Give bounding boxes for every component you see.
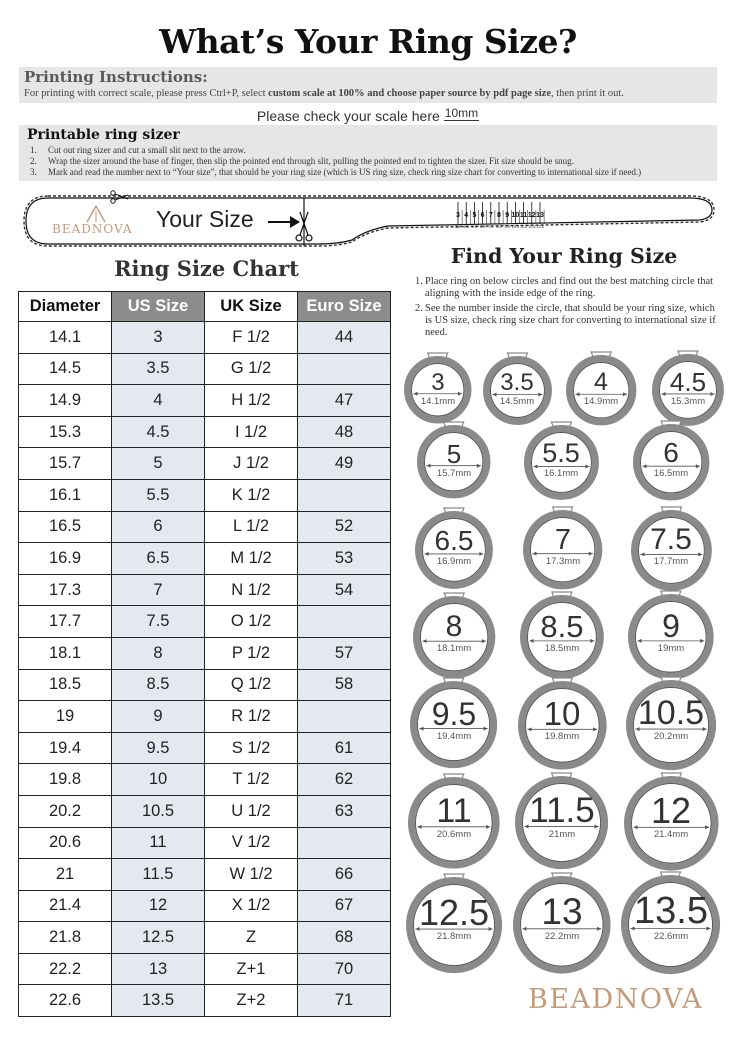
find-step xyxy=(415,303,720,339)
cell-diameter: 21 xyxy=(19,859,112,891)
ring-circle xyxy=(648,350,728,430)
ring-diameter-mm: 15.7mm xyxy=(436,467,472,479)
printing-heading: Printing Instructions: xyxy=(24,68,208,86)
ring-diameter-mm: 19mm xyxy=(657,642,685,654)
cell-euro-size: 49 xyxy=(298,448,391,480)
ring-circle xyxy=(520,421,603,504)
cell-euro-size: 70 xyxy=(298,953,391,985)
cell-us-size: 5.5 xyxy=(112,479,205,511)
ring-circle xyxy=(404,773,504,873)
step-text: Wrap the sizer around the base of finger, then slip the pointed end through slit, pulling the pointed end to tighten the sizer. Fit size should be snug. xyxy=(48,156,574,166)
ring-diameter-mm: 16.9mm xyxy=(436,555,472,567)
table-row xyxy=(19,732,391,764)
header-uk-size: UK Size xyxy=(205,292,298,322)
cell-euro-size xyxy=(298,827,391,859)
cell-uk-size: X 1/2 xyxy=(205,890,298,922)
sizer-half-tick-label: 4.5 xyxy=(463,225,469,229)
cell-us-size: 6 xyxy=(112,511,205,543)
ring-circle xyxy=(409,592,499,682)
brand-logo-small: BEADNOVA xyxy=(52,222,133,236)
sizer-half-tick-label: 6.5 xyxy=(479,225,486,229)
cell-euro-size: 62 xyxy=(298,764,391,796)
cell-us-size: 5 xyxy=(112,448,205,480)
sizer-tick-label: 6 xyxy=(480,212,485,219)
ring-diameter-mm: 16.5mm xyxy=(653,467,689,479)
sizer-step xyxy=(30,156,574,166)
table-row xyxy=(19,416,391,448)
cell-diameter: 22.6 xyxy=(19,985,112,1017)
cell-euro-size xyxy=(298,479,391,511)
ring-size-chart-title: Ring Size Chart xyxy=(114,256,299,281)
step-number: 3. xyxy=(30,167,37,177)
cell-us-size: 4.5 xyxy=(112,416,205,448)
table-row xyxy=(19,511,391,543)
ring-circle xyxy=(617,871,724,978)
cell-us-size: 13 xyxy=(112,953,205,985)
sizer-tick-label: 4 xyxy=(464,212,469,219)
sizer-half-tick-label: 5.5 xyxy=(471,225,478,229)
cell-uk-size: N 1/2 xyxy=(205,574,298,606)
cell-us-size: 13.5 xyxy=(112,985,205,1017)
cell-us-size: 12.5 xyxy=(112,922,205,954)
cell-uk-size: O 1/2 xyxy=(205,606,298,638)
ring-us-size: 13.5 xyxy=(634,889,708,932)
sizer-tick-label: 7 xyxy=(488,212,493,219)
cell-uk-size: W 1/2 xyxy=(205,859,298,891)
beadnova-logo-icon xyxy=(85,205,107,223)
page-title: What’s Your Ring Size? xyxy=(159,22,577,61)
table-header-row xyxy=(19,292,391,322)
cell-us-size: 3.5 xyxy=(112,353,205,385)
cell-diameter: 20.2 xyxy=(19,795,112,827)
ring-circle xyxy=(620,772,723,875)
ring-diameter-mm: 20.6mm xyxy=(436,828,472,840)
cell-diameter: 21.8 xyxy=(19,922,112,954)
ring-us-size: 11.5 xyxy=(529,790,595,830)
sizer-heading: Printable ring sizer xyxy=(27,127,180,143)
ring-diameter-mm: 14.1mm xyxy=(420,395,456,407)
cell-diameter: 14.9 xyxy=(19,385,112,417)
table-row xyxy=(19,479,391,511)
ring-us-size: 3.5 xyxy=(500,368,534,396)
ring-diameter-mm: 21.4mm xyxy=(653,828,689,840)
step-number: 1. xyxy=(415,276,423,287)
cell-euro-size: 67 xyxy=(298,890,391,922)
sizer-half-tick-label: 12.5 xyxy=(528,225,536,229)
cell-diameter: 18.1 xyxy=(19,637,112,669)
ring-us-size: 9.5 xyxy=(431,695,477,732)
cell-euro-size: 63 xyxy=(298,795,391,827)
ring-us-size: 3 xyxy=(431,368,445,396)
cell-uk-size: L 1/2 xyxy=(205,511,298,543)
find-ring-size-title: Find Your Ring Size xyxy=(450,244,678,268)
ring-circle xyxy=(479,352,556,429)
ring-us-size: 8.5 xyxy=(540,608,584,644)
cell-diameter: 22.2 xyxy=(19,953,112,985)
printing-text xyxy=(24,88,624,99)
ring-circle xyxy=(514,677,611,774)
cell-us-size: 6.5 xyxy=(112,543,205,575)
cell-diameter: 20.6 xyxy=(19,827,112,859)
ring-circle xyxy=(411,507,497,593)
printing-text-start: For printing with correct scale, please press Ctrl+P, select xyxy=(24,88,269,99)
scale-check xyxy=(0,108,736,125)
your-size-label: Your Size xyxy=(156,206,254,232)
ring-circle xyxy=(509,872,615,978)
cell-uk-size: U 1/2 xyxy=(205,795,298,827)
cell-uk-size: R 1/2 xyxy=(205,701,298,733)
cell-uk-size: H 1/2 xyxy=(205,385,298,417)
sizer-half-tick-label: 9.5 xyxy=(504,225,510,229)
ring-us-size: 13 xyxy=(541,890,583,932)
cell-diameter: 14.5 xyxy=(19,353,112,385)
sizer-tick-label: 10 xyxy=(511,212,520,219)
sizer-tick-label: 12 xyxy=(527,212,536,219)
cell-euro-size: 71 xyxy=(298,985,391,1017)
ring-circle xyxy=(629,420,713,504)
cell-euro-size: 54 xyxy=(298,574,391,606)
ring-us-size: 6 xyxy=(663,436,679,468)
cell-us-size: 11 xyxy=(112,827,205,859)
cell-uk-size: Z+1 xyxy=(205,953,298,985)
scale-check-label: Please check your scale here xyxy=(256,108,440,124)
cell-us-size: 10.5 xyxy=(112,795,205,827)
sizer-tick-label: 9 xyxy=(505,212,510,219)
cell-diameter: 16.9 xyxy=(19,543,112,575)
ring-us-size: 6.5 xyxy=(434,524,474,556)
scale-mark-10mm: 10mm xyxy=(444,106,479,120)
table-row xyxy=(19,701,391,733)
step-number: 2. xyxy=(30,156,37,166)
ring-diameter-mm: 14.5mm xyxy=(499,395,535,407)
ring-circle xyxy=(400,352,475,427)
table-row xyxy=(19,448,391,480)
ring-circle xyxy=(413,421,494,502)
ring-diameter-mm: 21.8mm xyxy=(436,930,472,942)
cell-diameter: 21.4 xyxy=(19,890,112,922)
table-row xyxy=(19,985,391,1017)
ring-us-size: 5 xyxy=(446,438,462,469)
sizer-step xyxy=(30,167,641,177)
cell-us-size: 11.5 xyxy=(112,859,205,891)
ring-diameter-mm: 18.1mm xyxy=(436,642,472,654)
header-us-size: US Size xyxy=(112,292,205,322)
ring-diameter-mm: 20.2mm xyxy=(653,730,689,742)
sizer-half-tick-label: 3.5 xyxy=(455,225,461,229)
cell-diameter: 17.3 xyxy=(19,574,112,606)
cell-euro-size: 52 xyxy=(298,511,391,543)
ring-us-size: 8 xyxy=(445,609,463,643)
ring-us-size: 12.5 xyxy=(418,891,490,933)
cell-diameter: 19 xyxy=(19,701,112,733)
sizer-tick-label: 3 xyxy=(456,212,460,219)
step-text: Mark and read the number next to “Your size”, that should be your ring size (which is US ring size, check ring size chart for converting to international size if need.) xyxy=(48,167,642,177)
sizer-half-tick-label: 7.5 xyxy=(488,225,494,229)
step-number: 2. xyxy=(415,303,423,314)
cell-us-size: 7 xyxy=(112,574,205,606)
cell-euro-size: 48 xyxy=(298,416,391,448)
cell-euro-size: 44 xyxy=(298,322,391,354)
step-text: Place ring on below circles and find out the best matching circle that aligning with the inside edge of the ring. xyxy=(425,276,714,299)
cell-euro-size: 61 xyxy=(298,732,391,764)
cell-euro-size: 66 xyxy=(298,859,391,891)
cell-uk-size: F 1/2 xyxy=(205,322,298,354)
ring-sizer-strip xyxy=(18,190,718,252)
cell-diameter: 15.3 xyxy=(19,416,112,448)
ring-diameter-mm: 19.8mm xyxy=(544,730,580,742)
ring-diameter-mm: 16.1mm xyxy=(543,467,579,479)
ring-circle xyxy=(519,506,606,593)
sizer-tick-label: 13 xyxy=(536,212,544,219)
ring-diameter-mm: 19.4mm xyxy=(436,730,472,742)
table-row xyxy=(19,890,391,922)
cell-us-size: 3 xyxy=(112,322,205,354)
brand-logo-footer: BEADNOVA xyxy=(528,984,704,1015)
ring-circle xyxy=(402,873,506,977)
ring-us-size: 11 xyxy=(436,791,472,830)
cell-euro-size xyxy=(298,353,391,385)
cell-us-size: 8.5 xyxy=(112,669,205,701)
sizer-step xyxy=(30,145,246,155)
cell-uk-size: P 1/2 xyxy=(205,637,298,669)
header-euro-size: Euro Size xyxy=(298,292,391,322)
cell-diameter: 15.7 xyxy=(19,448,112,480)
step-text: See the number inside the circle, that should be your ring size, which is US size, check ring size chart for converting to international size if need. xyxy=(425,303,716,338)
cell-euro-size: 58 xyxy=(298,669,391,701)
cell-euro-size: 47 xyxy=(298,385,391,417)
ring-diameter-mm: 17.3mm xyxy=(545,555,581,567)
cell-diameter: 16.5 xyxy=(19,511,112,543)
printing-text-end: , then print it out. xyxy=(550,88,624,99)
cell-uk-size: J 1/2 xyxy=(205,448,298,480)
table-row xyxy=(19,637,391,669)
table-row xyxy=(19,385,391,417)
sizer-half-tick-label: 13.5 xyxy=(536,225,544,229)
cell-diameter: 17.7 xyxy=(19,606,112,638)
cell-uk-size: I 1/2 xyxy=(205,416,298,448)
cell-us-size: 4 xyxy=(112,385,205,417)
table-row xyxy=(19,953,391,985)
ring-circle xyxy=(562,351,640,429)
sizer-tick-label: 11 xyxy=(519,212,528,219)
sizer-tick-label: 8 xyxy=(497,212,501,219)
cell-diameter: 19.4 xyxy=(19,732,112,764)
table-row xyxy=(19,669,391,701)
table-row xyxy=(19,574,391,606)
ring-circle xyxy=(627,506,716,595)
ring-circle xyxy=(516,591,608,683)
cell-diameter: 19.8 xyxy=(19,764,112,796)
ring-us-size: 10.5 xyxy=(637,693,705,732)
ring-diameter-mm: 21mm xyxy=(548,828,576,840)
cell-euro-size xyxy=(298,701,391,733)
ring-size-table xyxy=(18,291,391,1017)
cell-uk-size: K 1/2 xyxy=(205,479,298,511)
cell-uk-size: S 1/2 xyxy=(205,732,298,764)
table-row xyxy=(19,606,391,638)
table-row xyxy=(19,764,391,796)
cell-uk-size: V 1/2 xyxy=(205,827,298,859)
find-step xyxy=(415,276,720,300)
table-row xyxy=(19,922,391,954)
ring-diameter-mm: 22.6mm xyxy=(653,930,689,942)
ring-us-size: 10 xyxy=(543,694,581,732)
cell-euro-size: 68 xyxy=(298,922,391,954)
cell-diameter: 16.1 xyxy=(19,479,112,511)
cell-euro-size xyxy=(298,606,391,638)
ring-us-size: 5.5 xyxy=(542,437,580,468)
ring-us-size: 4 xyxy=(594,367,608,396)
step-text: Cut out ring sizer and cut a small slit next to the arrow. xyxy=(48,145,246,155)
cell-uk-size: Z+2 xyxy=(205,985,298,1017)
table-row xyxy=(19,353,391,385)
ring-us-size: 7.5 xyxy=(650,522,692,556)
ring-circle xyxy=(624,590,718,684)
sizer-half-tick-label: 11.5 xyxy=(520,225,528,229)
ring-diameter-mm: 18.5mm xyxy=(544,642,580,654)
cell-euro-size: 57 xyxy=(298,637,391,669)
cell-us-size: 10 xyxy=(112,764,205,796)
cell-us-size: 9 xyxy=(112,701,205,733)
ring-us-size: 12 xyxy=(650,789,691,831)
sizer-half-tick-label: 8.5 xyxy=(496,225,502,229)
cell-diameter: 14.1 xyxy=(19,322,112,354)
cell-us-size: 7.5 xyxy=(112,606,205,638)
table-row xyxy=(19,827,391,859)
sizer-tick-label: 5 xyxy=(472,212,477,219)
ring-circle xyxy=(511,772,612,873)
ring-diameter-mm: 17.7mm xyxy=(653,555,689,567)
cell-uk-size: T 1/2 xyxy=(205,764,298,796)
ring-circle xyxy=(622,676,720,774)
cell-us-size: 8 xyxy=(112,637,205,669)
table-row xyxy=(19,859,391,891)
sizer-half-tick-label: 10.5 xyxy=(511,225,520,229)
cell-diameter: 18.5 xyxy=(19,669,112,701)
cell-uk-size: Z xyxy=(205,922,298,954)
ring-circle xyxy=(406,677,501,772)
ring-diameter-mm: 15.3mm xyxy=(670,395,706,407)
table-row xyxy=(19,322,391,354)
cell-us-size: 9.5 xyxy=(112,732,205,764)
ring-us-size: 7 xyxy=(554,523,572,556)
cell-uk-size: M 1/2 xyxy=(205,543,298,575)
ring-us-size: 4.5 xyxy=(669,366,707,397)
cell-uk-size: Q 1/2 xyxy=(205,669,298,701)
printing-text-bold: custom scale at 100% and choose paper source by pdf page size xyxy=(268,88,551,99)
cell-uk-size: G 1/2 xyxy=(205,353,298,385)
ring-diameter-mm: 22.2mm xyxy=(544,930,580,942)
table-row xyxy=(19,795,391,827)
header-diameter: Diameter xyxy=(19,292,112,322)
table-row xyxy=(19,543,391,575)
cell-us-size: 12 xyxy=(112,890,205,922)
ring-diameter-mm: 14.9mm xyxy=(583,395,619,407)
cell-euro-size: 53 xyxy=(298,543,391,575)
ring-us-size: 9 xyxy=(662,607,680,644)
step-number: 1. xyxy=(30,145,37,155)
